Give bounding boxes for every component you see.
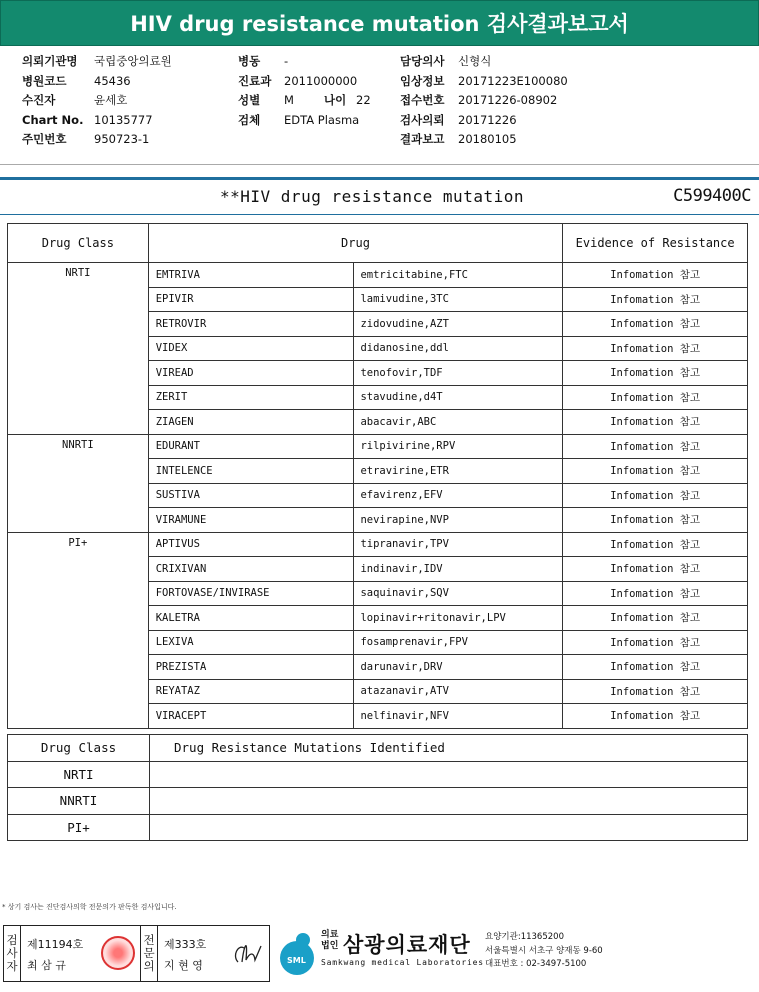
evidence-cell: Infomation 참고 — [563, 410, 748, 435]
address: 서울특별시 서초구 양재동 9-60 — [485, 945, 603, 956]
evidence-cell: Infomation 참고 — [563, 361, 748, 386]
drug-name-cell: EMTRIVA — [148, 263, 354, 288]
mutations-cell — [150, 814, 748, 841]
report-subtitle-bar — [0, 182, 759, 212]
divider-blue-bottom — [0, 214, 759, 215]
drug-name-cell: EDURANT — [148, 434, 354, 459]
info-label: 결과보고 — [400, 132, 445, 146]
drug-table — [7, 223, 748, 729]
evidence-cell: Infomation 참고 — [563, 263, 748, 288]
header-drug: Drug — [148, 224, 563, 263]
info-value: 윤세호 — [94, 93, 128, 107]
header-drug-class: Drug Class — [8, 224, 149, 263]
org-english: Samkwang medical Laboratories — [321, 958, 484, 967]
info-value: 20171226 — [458, 112, 517, 127]
table-row — [8, 761, 748, 788]
info-value: EDTA Plasma — [284, 112, 360, 127]
info-label: 접수번호 — [400, 93, 445, 107]
seal-icon — [95, 926, 140, 981]
info-label: 성별 — [238, 93, 261, 107]
info-value: 10135777 — [94, 112, 153, 127]
info-label: 임상정보 — [400, 73, 445, 88]
table-row — [8, 263, 748, 288]
report-code: C599400C — [673, 186, 751, 206]
drug-class-cell: NNRTI — [8, 788, 150, 815]
drug-name-cell: APTIVUS — [148, 532, 354, 557]
evidence-cell: Infomation 참고 — [563, 459, 748, 484]
drug-name-cell: SUSTIVA — [148, 483, 354, 508]
specialist-label-char: 전 — [143, 933, 155, 947]
info-value: 20180105 — [458, 132, 517, 146]
generic-name-cell: abacavir,ABC — [354, 410, 563, 435]
mutations-cell — [150, 788, 748, 815]
mutations-cell — [150, 761, 748, 788]
examiner-label — [4, 926, 21, 981]
generic-name-cell: stavudine,d4T — [354, 385, 563, 410]
info-label: 담당의사 — [400, 54, 445, 68]
generic-name-cell: atazanavir,ATV — [354, 679, 563, 704]
generic-name-cell: didanosine,ddl — [354, 336, 563, 361]
drug-name-cell: EPIVIR — [148, 287, 354, 312]
info-value: 45436 — [94, 73, 131, 88]
examiner-number: 제11194호 — [27, 938, 84, 951]
generic-name-cell: fosamprenavir,FPV — [354, 630, 563, 655]
drug-class-cell: NRTI — [8, 761, 150, 788]
evidence-cell: Infomation 참고 — [563, 385, 748, 410]
info-label: 검사의뢰 — [400, 112, 445, 127]
signature-icon — [228, 926, 268, 976]
evidence-cell: Infomation 참고 — [563, 606, 748, 631]
drug-class-cell: NRTI — [8, 263, 149, 435]
info-value: 신형식 — [458, 54, 492, 68]
evidence-cell: Infomation 참고 — [563, 532, 748, 557]
drug-class-cell: PI+ — [8, 532, 149, 728]
drug-name-cell: ZERIT — [148, 385, 354, 410]
institution-number: 요양기관:11365200 — [485, 932, 564, 942]
info-label: 수진자 — [22, 93, 56, 107]
divider — [0, 164, 759, 165]
examiner-label-char: 검 — [6, 933, 18, 947]
drug-name-cell: RETROVIR — [148, 312, 354, 337]
info-label: 검체 — [238, 112, 261, 127]
info-value: 950723-1 — [94, 132, 150, 146]
evidence-cell: Infomation 참고 — [563, 336, 748, 361]
drug-name-cell: ZIAGEN — [148, 410, 354, 435]
info-value: - — [284, 54, 289, 68]
generic-name-cell: lopinavir+ritonavir,LPV — [354, 606, 563, 631]
drug-name-cell: VIDEX — [148, 336, 354, 361]
drug-class-cell: NNRTI — [8, 434, 149, 532]
info-value: 20171226-08902 — [458, 93, 558, 107]
info-value: 2011000000 — [284, 73, 358, 88]
drug-name-cell: CRIXIVAN — [148, 557, 354, 582]
generic-name-cell: zidovudine,AZT — [354, 312, 563, 337]
info-value: 국립중앙의료원 — [94, 54, 172, 68]
header-evidence: Evidence of Resistance — [563, 224, 748, 263]
report-title: HIV drug resistance mutation 검사결과보고서 — [0, 0, 759, 46]
generic-name-cell: indinavir,IDV — [354, 557, 563, 582]
examiner-label-char: 자 — [6, 959, 18, 973]
info-value: 20171223E100080 — [458, 73, 568, 88]
evidence-cell: Infomation 참고 — [563, 581, 748, 606]
lab-logo — [275, 928, 755, 980]
footnote: * 상기 검사는 진단검사의학 전문의가 판독한 검사입니다. — [2, 903, 177, 911]
specialist-name: 지 현 영 — [164, 959, 203, 972]
examiner-label-char: 사 — [6, 946, 18, 960]
specialist-number: 제333호 — [164, 938, 207, 951]
org-contact — [485, 931, 603, 972]
evidence-cell: Infomation 참고 — [563, 508, 748, 533]
info-label: 주민번호 — [22, 132, 67, 146]
generic-name-cell: etravirine,ETR — [354, 459, 563, 484]
evidence-cell: Infomation 참고 — [563, 483, 748, 508]
report-subtitle: **HIV drug resistance mutation — [220, 187, 524, 206]
evidence-cell: Infomation 참고 — [563, 434, 748, 459]
logo-badge-text: SML — [287, 956, 306, 965]
drug-class-cell: PI+ — [8, 814, 150, 841]
generic-name-cell: lamivudine,3TC — [354, 287, 563, 312]
table-row — [8, 814, 748, 841]
drug-name-cell: LEXIVA — [148, 630, 354, 655]
drug-name-cell: PREZISTA — [148, 655, 354, 680]
header-drug-class: Drug Class — [8, 735, 150, 762]
drug-name-cell: REYATAZ — [148, 679, 354, 704]
generic-name-cell: emtricitabine,FTC — [354, 263, 563, 288]
evidence-cell: Infomation 참고 — [563, 704, 748, 729]
info-value: M — [284, 93, 294, 107]
specialist-label-char: 의 — [143, 959, 155, 973]
info-col-2 — [238, 52, 371, 130]
sml-logo-icon — [275, 930, 319, 976]
org-name: 삼광의료재단 — [343, 933, 471, 957]
generic-name-cell: tenofovir,TDF — [354, 361, 563, 386]
specialist-label — [140, 926, 158, 981]
header-mutations: Drug Resistance Mutations Identified — [150, 735, 748, 762]
mutation-table — [7, 734, 748, 841]
divider-blue-top — [0, 177, 759, 180]
generic-name-cell: tipranavir,TPV — [354, 532, 563, 557]
drug-name-cell: FORTOVASE/INVIRASE — [148, 581, 354, 606]
drug-name-cell: VIRAMUNE — [148, 508, 354, 533]
evidence-cell: Infomation 참고 — [563, 557, 748, 582]
info-label: 진료과 — [238, 73, 272, 88]
examiner-info — [21, 926, 95, 981]
drug-table-header — [8, 224, 748, 263]
examiner-name: 최 삼 규 — [27, 959, 66, 972]
evidence-cell: Infomation 참고 — [563, 287, 748, 312]
age-label: 나이 — [324, 93, 347, 107]
generic-name-cell: nevirapine,NVP — [354, 508, 563, 533]
generic-name-cell: efavirenz,EFV — [354, 483, 563, 508]
drug-name-cell: INTELENCE — [148, 459, 354, 484]
evidence-cell: Infomation 참고 — [563, 679, 748, 704]
evidence-cell: Infomation 참고 — [563, 312, 748, 337]
table-row — [8, 434, 748, 459]
specialist-info — [158, 926, 228, 981]
age-value: 22 — [356, 93, 371, 107]
generic-name-cell: rilpivirine,RPV — [354, 434, 563, 459]
info-col-1 — [22, 52, 172, 150]
info-label: Chart No. — [22, 112, 84, 127]
signature-box — [3, 925, 270, 982]
evidence-cell: Infomation 참고 — [563, 630, 748, 655]
info-label: 병동 — [238, 54, 261, 68]
drug-name-cell: VIRACEPT — [148, 704, 354, 729]
evidence-cell: Infomation 참고 — [563, 655, 748, 680]
table-row — [8, 788, 748, 815]
generic-name-cell: saquinavir,SQV — [354, 581, 563, 606]
info-col-3 — [400, 52, 568, 150]
info-label: 의뢰기관명 — [22, 54, 78, 68]
generic-name-cell: nelfinavir,NFV — [354, 704, 563, 729]
mutation-table-header — [8, 735, 748, 762]
drug-name-cell: VIREAD — [148, 361, 354, 386]
legal-entity: 의료법인 — [321, 930, 339, 951]
info-label: 병원코드 — [22, 73, 67, 88]
generic-name-cell: darunavir,DRV — [354, 655, 563, 680]
specialist-label-char: 문 — [143, 946, 155, 960]
phone: 대표번호 : 02-3497-5100 — [485, 959, 587, 969]
drug-name-cell: KALETRA — [148, 606, 354, 631]
table-row — [8, 532, 748, 557]
